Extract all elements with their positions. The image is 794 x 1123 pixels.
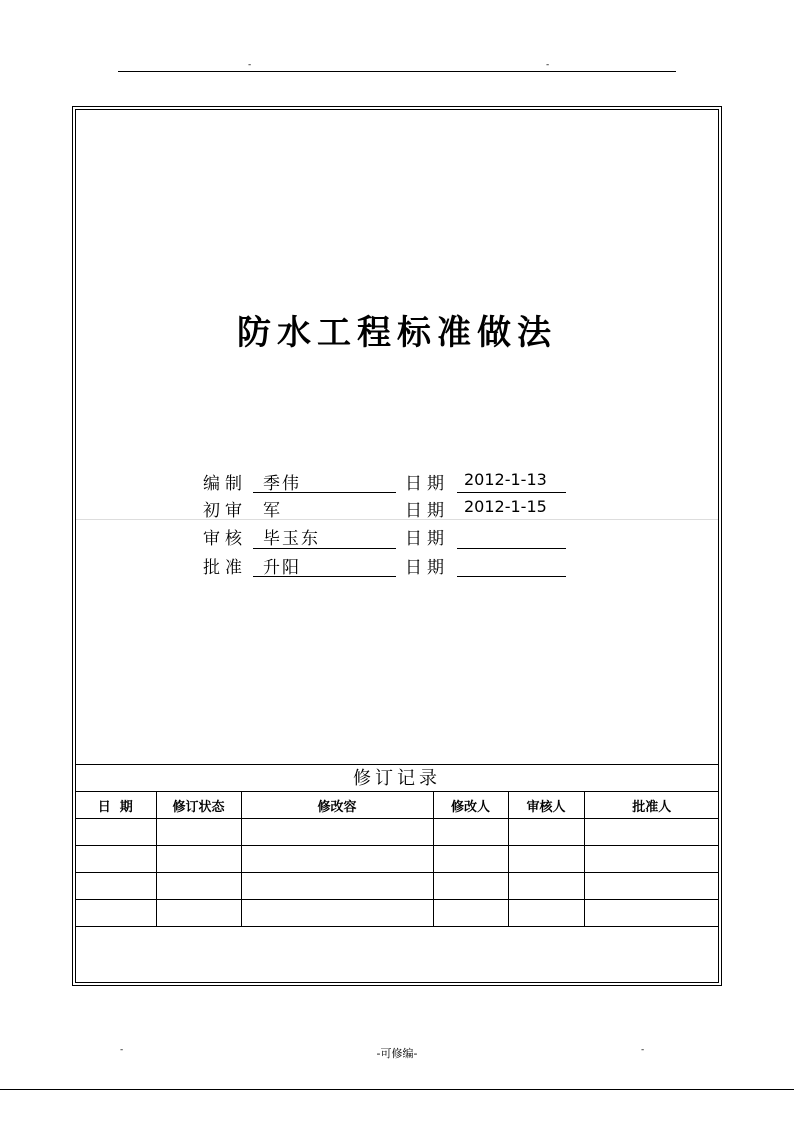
signoff-label: 审核 — [203, 529, 247, 549]
header-left-dash: - — [248, 60, 252, 70]
table-cell — [75, 900, 156, 927]
table-cell — [508, 900, 584, 927]
table-cell — [433, 846, 508, 873]
revision-header-row — [75, 792, 719, 819]
table-cell — [75, 819, 156, 846]
table-cell — [75, 873, 156, 900]
signoff-date-line — [457, 492, 566, 493]
signoff-date-line — [457, 548, 566, 549]
divider — [76, 519, 718, 520]
signoff-date-label: 日期 — [405, 558, 449, 578]
table-cell — [433, 900, 508, 927]
signoff-label: 初审 — [203, 501, 247, 521]
header-right-dash: - — [546, 60, 550, 70]
signoff-label: 编制 — [203, 474, 247, 494]
table-row — [75, 819, 719, 846]
signoff-name-line — [253, 576, 396, 577]
table-cell — [508, 819, 584, 846]
table-cell — [156, 846, 241, 873]
signoff-name: 季伟 — [263, 474, 301, 494]
table-row — [75, 900, 719, 927]
table-cell — [584, 900, 719, 927]
signoff-date-label: 日期 — [405, 474, 449, 494]
document-title: 防水工程标准做法 — [237, 313, 557, 353]
table-cell — [433, 819, 508, 846]
revision-section — [75, 764, 719, 983]
revision-table — [75, 792, 719, 927]
column-header: 日 期 — [75, 792, 156, 819]
column-header: 修改人 — [433, 792, 508, 819]
table-cell — [156, 819, 241, 846]
table-cell — [75, 846, 156, 873]
signoff-name: 升阳 — [263, 558, 301, 578]
signoff-name: 军 — [263, 501, 282, 521]
table-cell — [584, 846, 719, 873]
table-cell — [241, 819, 433, 846]
header-rule — [118, 71, 676, 72]
table-cell — [508, 846, 584, 873]
column-header: 审核人 — [508, 792, 584, 819]
signoff-date: 2012-1-13 — [464, 470, 547, 489]
table-cell — [433, 873, 508, 900]
signoff-label: 批准 — [203, 558, 247, 578]
table-cell — [584, 873, 719, 900]
table-row — [75, 873, 719, 900]
footer-rule — [0, 1089, 794, 1090]
signoff-name-line — [253, 492, 396, 493]
table-cell — [241, 846, 433, 873]
table-row — [75, 846, 719, 873]
signoff-date-label: 日期 — [405, 529, 449, 549]
signoff-date: 2012-1-15 — [464, 497, 547, 516]
signoff-name-line — [253, 548, 396, 549]
signoff-date-label: 日期 — [405, 501, 449, 521]
table-cell — [508, 873, 584, 900]
column-header: 修订状态 — [156, 792, 241, 819]
revision-title: 修订记录 — [75, 764, 719, 792]
signoff-name: 毕玉东 — [263, 529, 320, 549]
table-cell — [156, 873, 241, 900]
table-cell — [241, 900, 433, 927]
table-cell — [241, 873, 433, 900]
column-header: 修改容 — [241, 792, 433, 819]
column-header: 批准人 — [584, 792, 719, 819]
table-cell — [156, 900, 241, 927]
footer-right-dash: - — [641, 1045, 645, 1055]
table-cell — [584, 819, 719, 846]
signoff-date-line — [457, 576, 566, 577]
footer-center: -可修编- — [376, 1047, 418, 1060]
footer-left-dash: - — [120, 1045, 124, 1055]
